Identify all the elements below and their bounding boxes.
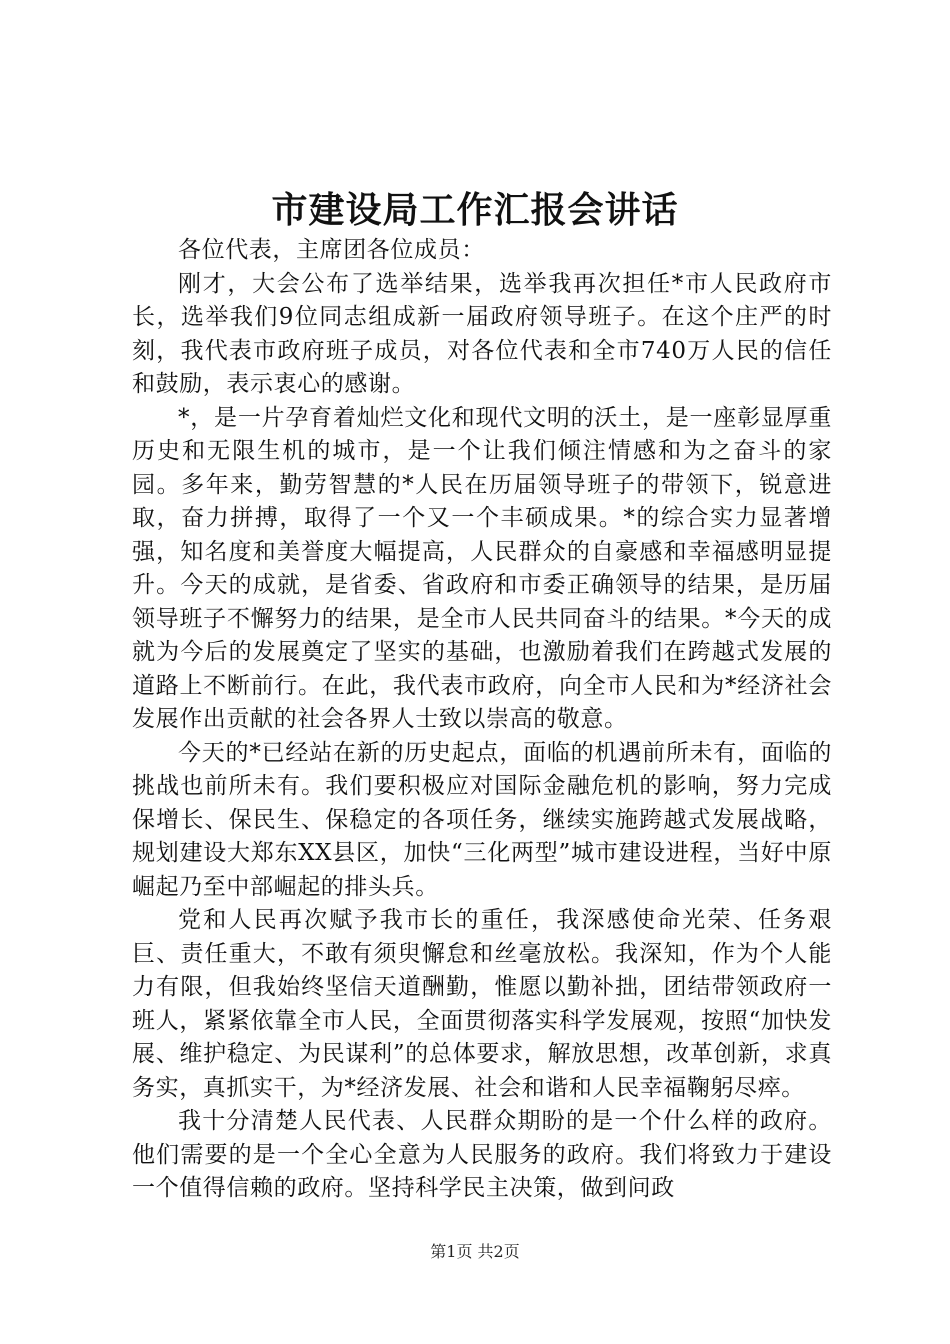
- page-footer: 第1页 共2页: [430, 1242, 520, 1261]
- paragraph-2: *，是一片孕育着灿烂文化和现代文明的沃土，是一座彰显厚重历史和无限生机的城市，是一个让我们倾注情感和为之奋斗的家园。多年来，勤劳智慧的*人民在历届领导班子的带领下，锐意进取，奋力拼搏，取得了一个又一个丰硕成果。*的综合实力显著增强，知名度和美誉度大幅提高，人民群众的自豪感和幸福感明显提升。今天的成就，是省委、省政府和市委正确领导的结果，是历届领导班子不懈努力的结果，是全市人民共同奋斗的结果。*今天的成就为今后的发展奠定了坚实的基础，也激励着我们在跨越式发展的道路上不断前行。在此，我代表市政府，向全市人民和为*经济社会发展作出贡献的社会各界人士致以崇高的敬意。: [132, 404, 832, 732]
- paragraph-salutation: 各位代表，主席团各位成员：: [178, 237, 485, 263]
- paragraph-4: 党和人民再次赋予我市长的重任，我深感使命光荣、任务艰巨、责任重大，不敢有须臾懈怠和丝毫放松。我深知，作为个人能力有限，但我始终坚信天道酬勤，惟愿以勤补拙，团结带领政府一班人，紧紧依靠全市人民，全面贯彻落实科学发展观，按照“加快发展、维护稳定、为民谋利”的总体要求，解放思想，改革创新，求真务实，真抓实干，为*经济发展、社会和谐和人民幸福鞠躬尽瘁。: [132, 907, 832, 1101]
- paragraph-3: 今天的*已经站在新的历史起点，面临的机遇前所未有，面临的挑战也前所未有。我们要积极应对国际金融危机的影响，努力完成保增长、保民生、保稳定的各项任务，继续实施跨越式发展战略，规划建设大郑东XX县区，加快“三化两型”城市建设进程，当好中原崛起乃至中部崛起的排头兵。: [132, 739, 832, 900]
- document-body: [132, 234, 832, 1206]
- document-title: 市建设局工作汇报会讲话: [271, 189, 679, 231]
- paragraph-5: 我十分清楚人民代表、人民群众期盼的是一个什么样的政府。他们需要的是一个全心全意为人民服务的政府。我们将致力于建设一个值得信赖的政府。坚持科学民主决策，做到问政: [132, 1108, 832, 1201]
- paragraph-1: 刚才，大会公布了选举结果，选举我再次担任*市人民政府市长，选举我们9位同志组成新一届政府领导班子。在这个庄严的时刻，我代表市政府班子成员，对各位代表和全市740万人民的信任和鼓励，表示衷心的感谢。: [132, 270, 832, 397]
